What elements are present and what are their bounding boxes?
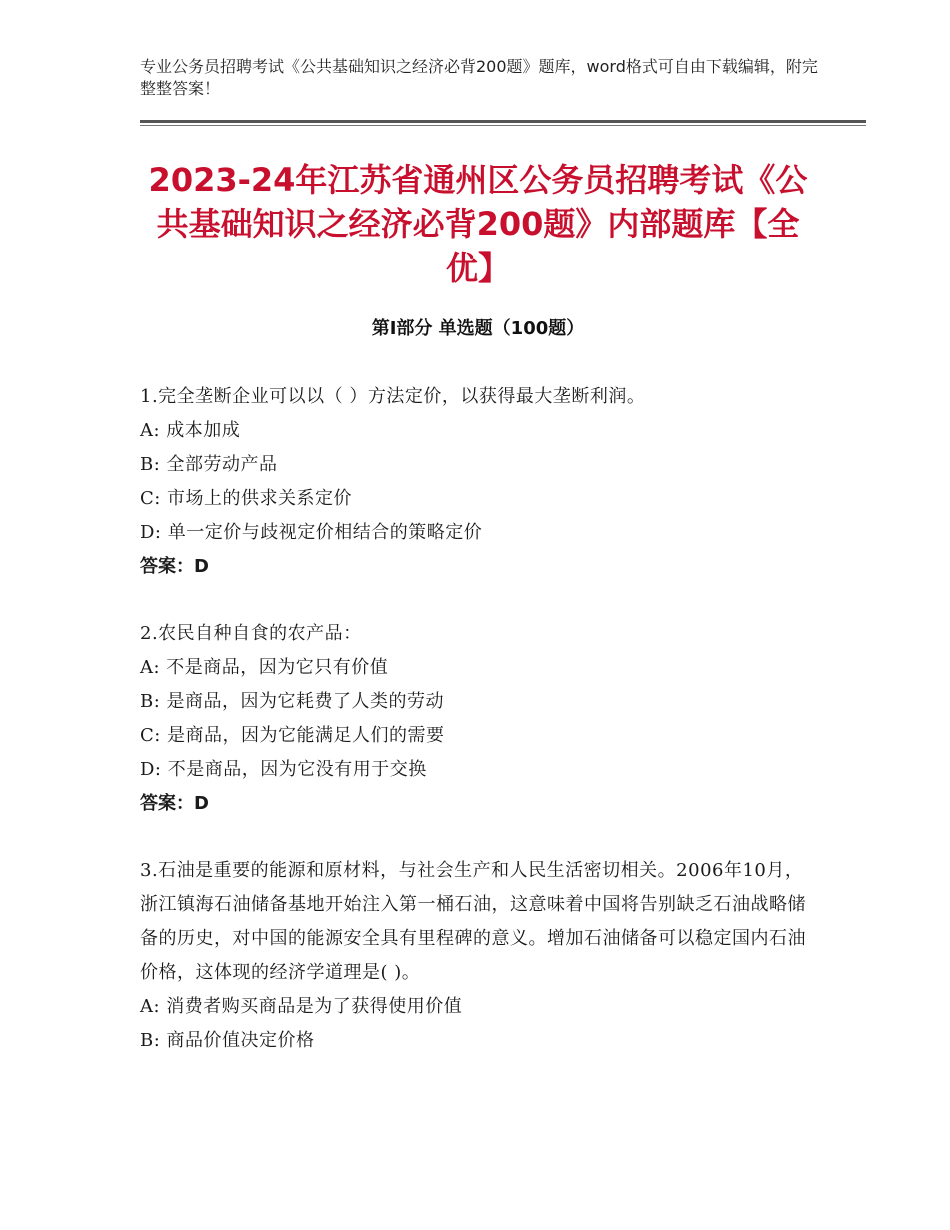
question-stem: 1.完全垄断企业可以以（ ）方法定价，以获得最大垄断利润。 [140,386,646,407]
option-a: A: 成本加成 [140,420,241,441]
option-b: B: 商品价值决定价格 [140,1030,315,1051]
option-c: C: 市场上的供求关系定价 [140,488,353,509]
option-d: D: 单一定价与歧视定价相结合的策略定价 [140,522,483,543]
header-divider-thin [140,125,866,126]
answer: 答案：D [140,556,209,577]
header-note: 专业公务员招聘考试《公共基础知识之经济必背200题》题库，word格式可自由下载编辑，附完整整答案！ [140,57,818,98]
question-list [140,380,816,1091]
option-a: A: 消费者购买商品是为了获得使用价值 [140,996,463,1017]
option-b: B: 全部劳动产品 [140,454,278,475]
question-stem: 2.农民自种自食的农产品： [140,623,362,644]
question-stem: 3.石油是重要的能源和原材料，与社会生产和人民生活密切相关。2006年10月，浙江镇海石油储备基地开始注入第一桶石油，这意味着中国将告别缺乏石油战略储备的历史，对中国的能源安全具有里程碑的意义。增加石油储备可以稳定国内石油价格，这体现的经济学道理是( )。 [140,860,806,983]
option-b: B: 是商品，因为它耗费了人类的劳动 [140,691,445,712]
option-a: A: 不是商品，因为它只有价值 [140,657,389,678]
answer: 答案：D [140,793,209,814]
question-3 [140,854,816,1058]
header-divider-thick [140,120,866,123]
option-c: C: 是商品，因为它能满足人们的需要 [140,725,445,746]
document-title: 2023-24年江苏省通州区公务员招聘考试《公共基础知识之经济必背200题》内部题库【全优】 [148,161,808,287]
question-2 [140,617,816,821]
section-heading: 第Ⅰ部分 单选题（100题） [371,318,585,339]
option-d: D: 不是商品，因为它没有用于交换 [140,759,427,780]
question-1 [140,380,816,584]
